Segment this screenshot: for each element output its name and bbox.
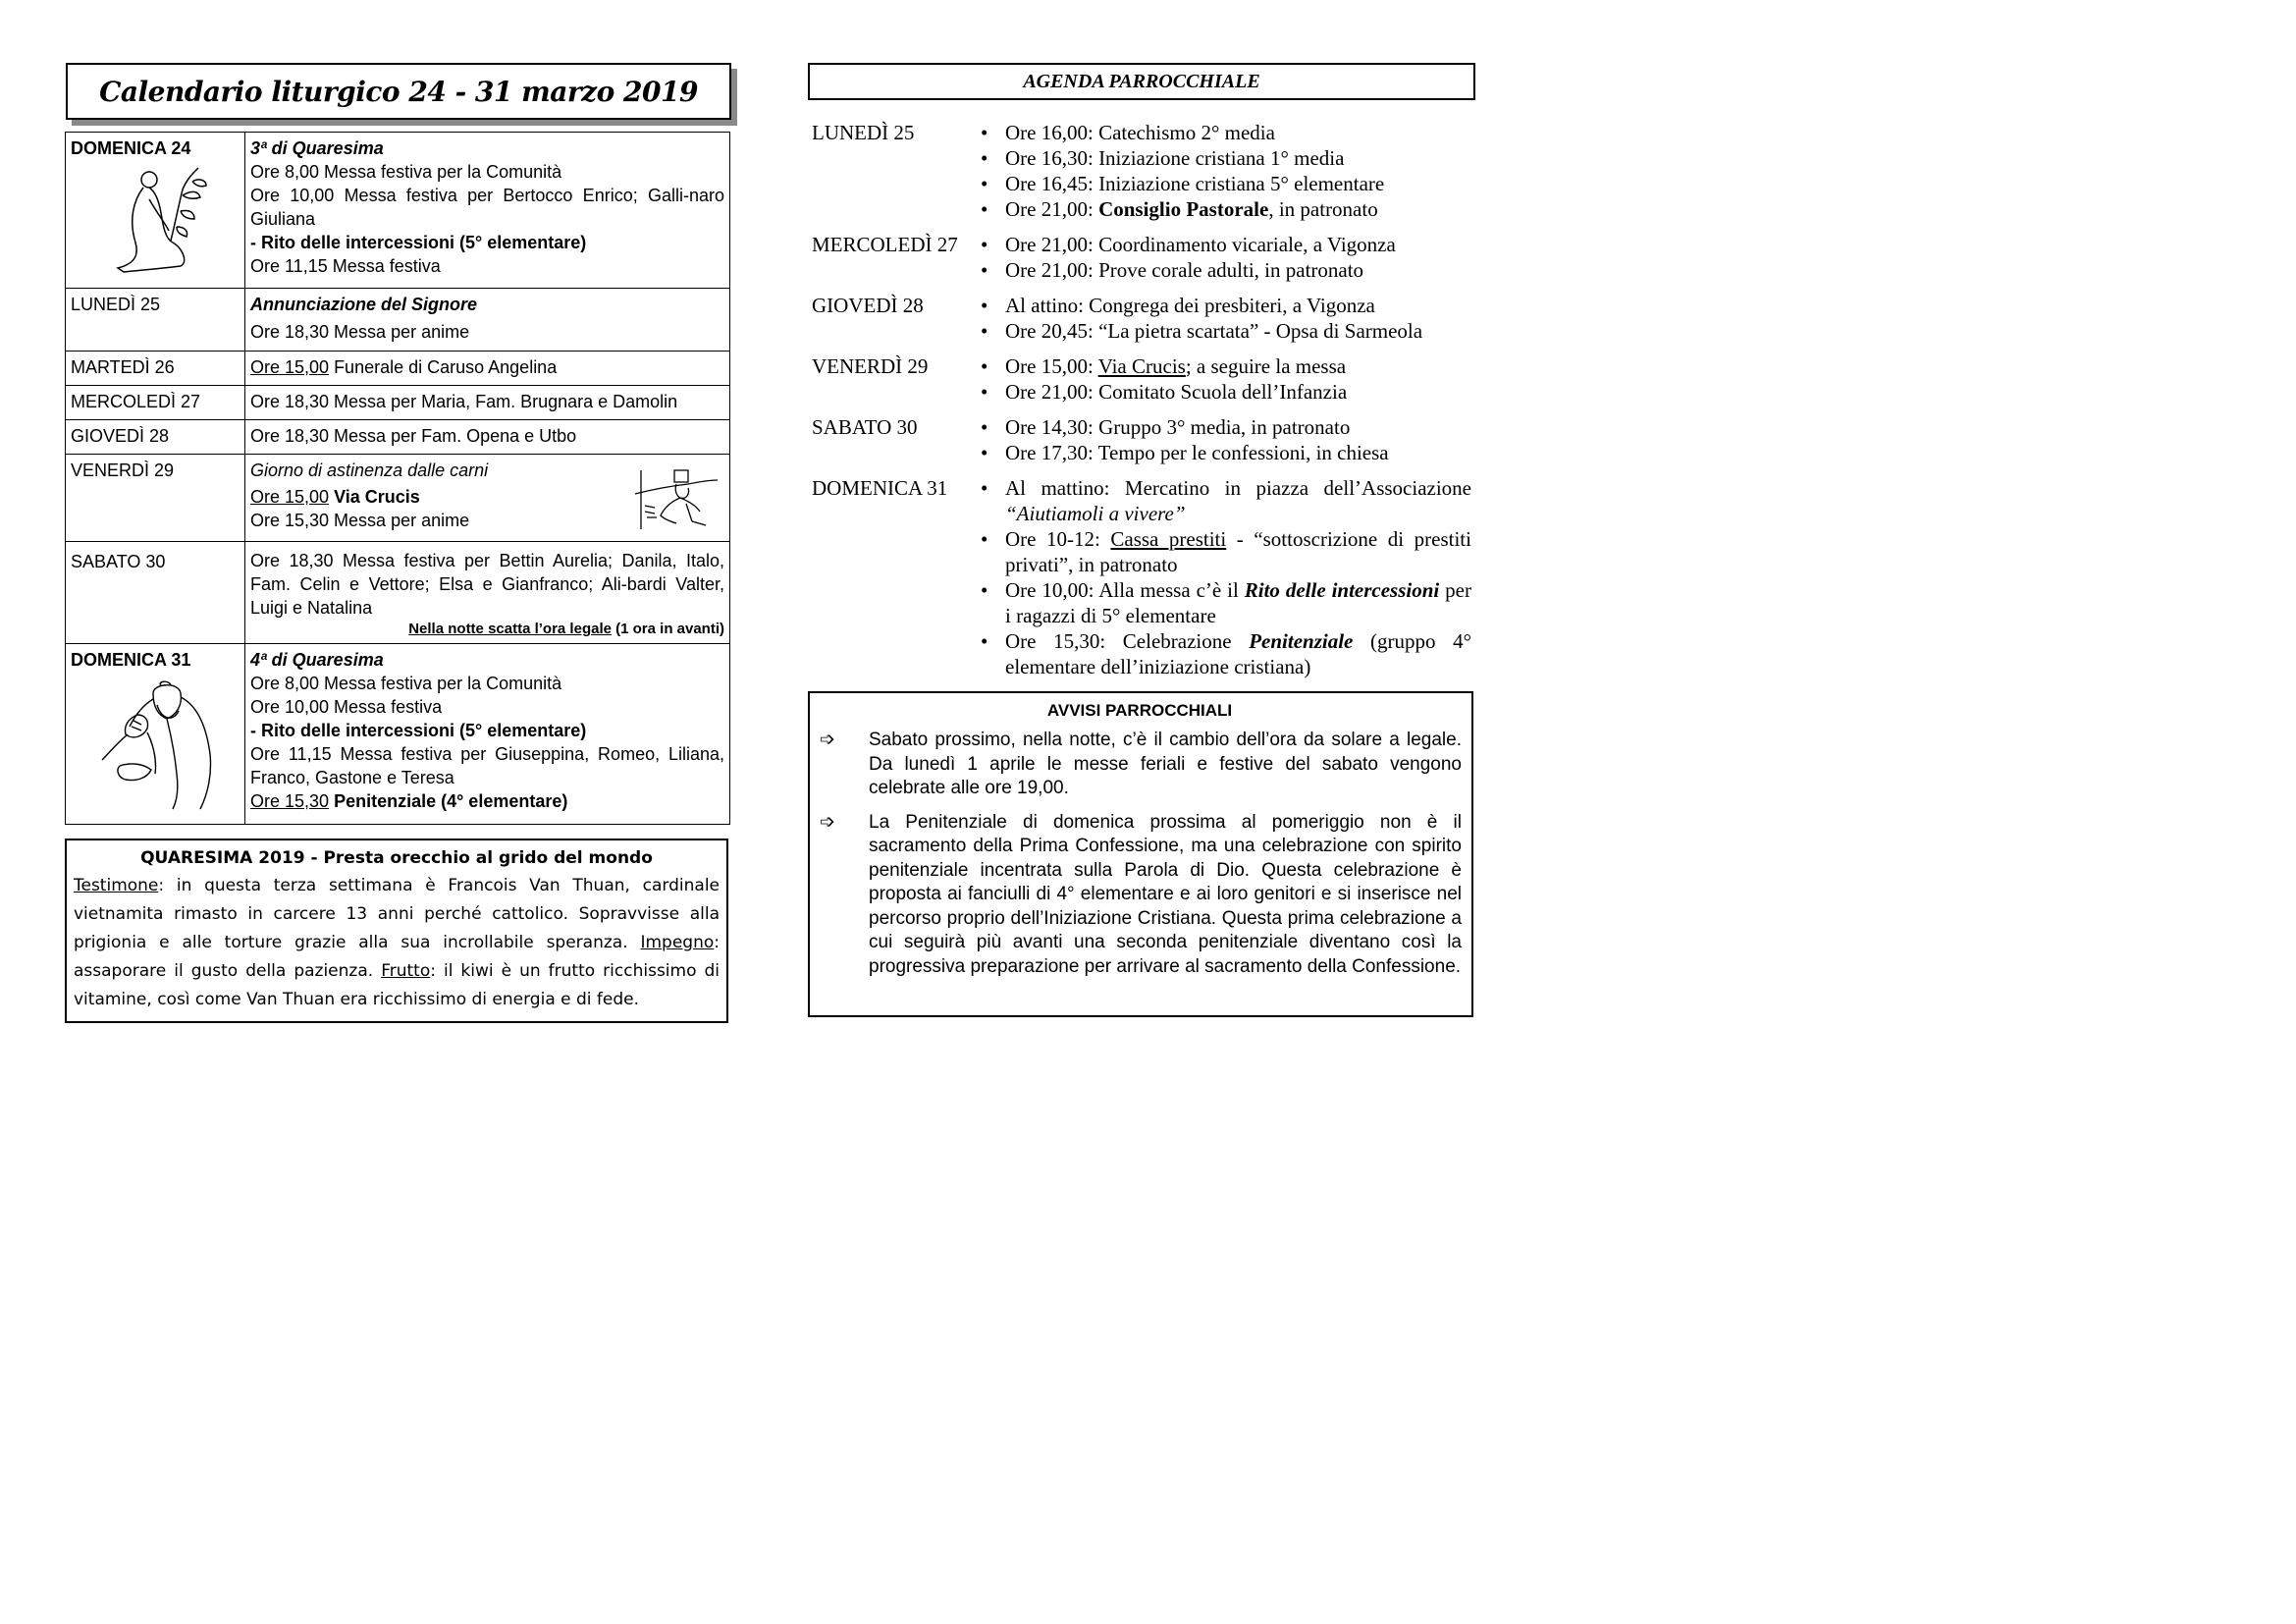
notice-item xyxy=(818,811,1462,980)
table-row xyxy=(66,420,730,455)
day-cell xyxy=(66,644,245,825)
event-time: Ore 15,00 xyxy=(250,357,330,377)
list-item: • Ore 17,30: Tempo per le confessioni, in chiesa xyxy=(977,440,1471,465)
embrace-illustration xyxy=(71,672,240,819)
event-line: - Rito delle intercessioni (5° elementare) xyxy=(250,721,587,740)
item-text: Ore 10-12: xyxy=(1005,527,1111,551)
event-text: Via Crucis xyxy=(329,487,420,507)
agenda-day-label: LUNEDÌ 25 xyxy=(812,121,915,144)
table-row xyxy=(66,542,730,644)
list-item xyxy=(977,526,1471,577)
agenda-day-group xyxy=(812,232,1471,283)
day-label: GIOVEDÌ 28 xyxy=(71,426,170,446)
notice-text: La Penitenziale di domenica prossima al pomeriggio non è il sacramento della Prima Confessione, ma una celebrazione con spirito penitenziale incentrata sulla Parola di Dio. Questa celebrazione è proposta ai fanciulli di 4° elementare e ai loro genitori e si inserisce nel percorso proprio dell’Iniziazione Cristiana. Questa prima celebrazione a cui seguirà più avanti una seconda penitenziale diventano così la progressiva preparazione per arrivare al sacramento della Confessione. xyxy=(869,811,1462,977)
events-cell xyxy=(245,289,730,352)
events-cell xyxy=(245,133,730,289)
list-item: • Ore 14,30: Gruppo 3° media, in patronato xyxy=(977,414,1471,440)
item-text: Ore 21,00: xyxy=(1005,197,1099,221)
day-label: MERCOLEDÌ 27 xyxy=(71,392,201,411)
events-cell xyxy=(245,542,730,644)
quaresima-box xyxy=(65,839,728,1023)
day-label: MARTEDÌ 26 xyxy=(71,357,175,377)
item-highlight: Rito delle intercessioni xyxy=(1244,578,1440,602)
crucifix-illustration xyxy=(631,466,720,531)
frutto-text: : il kiwi è un frutto ricchissimo di vitamine, così come Van Thuan era ricchissimo di energia e di fede. xyxy=(74,961,721,1009)
testimone-text: : in questa terza settimana è Francois Van Thuan, cardinale vietnamita rimasto in carcere 13 anni perché cattolico. Sopravvisse alla prigionia e alle torture grazie alla sua incrollabile speranza. xyxy=(74,876,720,952)
arrow-right-icon: ➩ xyxy=(820,811,835,833)
list-item: • Ore 16,30: Iniziazione cristiana 1° media xyxy=(977,145,1471,171)
list-item xyxy=(977,475,1471,526)
event-text: Penitenziale (4° elementare) xyxy=(329,791,568,811)
day-label: LUNEDÌ 25 xyxy=(71,295,161,314)
table-row xyxy=(66,133,730,289)
kneeling-figure-illustration xyxy=(71,160,240,278)
item-highlight: Consiglio Pastorale xyxy=(1098,197,1269,221)
list-item: • Ore 16,45: Iniziazione cristiana 5° elementare xyxy=(977,171,1471,196)
agenda-day-group xyxy=(812,353,1471,405)
calendar-title xyxy=(66,63,731,120)
day-label: DOMENICA 24 xyxy=(71,138,191,158)
agenda-day-group xyxy=(812,293,1471,344)
avvisi-box xyxy=(808,691,1473,1017)
list-item: • Ore 20,45: “La pietra scartata” - Opsa di Sarmeola xyxy=(977,318,1471,344)
list-item xyxy=(977,196,1471,222)
list-item xyxy=(977,353,1471,379)
event-line: Ore 11,15 Messa festiva per Giuseppina, Romeo, Liliana, Franco, Gastone e Teresa xyxy=(250,744,724,787)
item-highlight: “Aiutiamoli a vivere” xyxy=(1005,502,1186,525)
event-line: Ore 18,30 Messa per Maria, Fam. Brugnara e Damolin xyxy=(250,392,678,411)
event-line: Ore 11,15 Messa festiva xyxy=(250,256,441,276)
event-line: Ore 8,00 Messa festiva per la Comunità xyxy=(250,674,562,693)
item-text: per i ragazzi di 5° elementare xyxy=(1005,578,1471,627)
liturgical-day-title: 3ª di Quaresima xyxy=(250,138,384,158)
day-cell xyxy=(66,420,245,455)
agenda-day-label: GIOVEDÌ 28 xyxy=(812,294,924,317)
daylight-saving-note-detail: (1 ora in avanti) xyxy=(611,621,724,637)
event-time: Ore 15,30 xyxy=(250,791,330,811)
agenda-title-text: AGENDA PARROCCHIALE xyxy=(1023,70,1260,92)
arrow-right-icon: ➩ xyxy=(820,730,835,750)
events-cell xyxy=(245,420,730,455)
calendar-title-text: Calendario liturgico 24 - 31 marzo 2019 xyxy=(99,75,698,108)
day-label: VENERDÌ 29 xyxy=(71,460,175,480)
notice-text: Sabato prossimo, nella notte, c’è il cambio dell’ora da solare a legale. Da lunedì 1 aprile le messe feriali e festive del sabato vengono celebrate alle ore 19,00. xyxy=(869,730,1462,798)
agenda-day-label: SABATO 30 xyxy=(812,415,918,439)
agenda-items xyxy=(977,475,1471,679)
impegno-label: Impegno xyxy=(640,933,715,952)
events-cell xyxy=(245,352,730,386)
item-text: , in patronato xyxy=(1268,197,1378,221)
item-text: Ore 10,00: Alla messa c’è il xyxy=(1005,578,1245,602)
day-label: SABATO 30 xyxy=(71,552,166,571)
item-text: ; a seguire la messa xyxy=(1185,354,1347,378)
item-highlight: Via Crucis xyxy=(1097,354,1186,378)
quaresima-body xyxy=(74,872,720,1014)
event-line: Ore 18,30 Messa per Fam. Opena e Utbo xyxy=(250,426,577,446)
agenda-items xyxy=(977,353,1471,405)
table-row xyxy=(66,289,730,352)
event-line: Ore 8,00 Messa festiva per la Comunità xyxy=(250,162,562,182)
event-line: Ore 10,00 Messa festiva per Bertocco Enrico; Galli-naro Giuliana xyxy=(250,186,724,229)
day-cell xyxy=(66,289,245,352)
agenda-day-label: DOMENICA 31 xyxy=(812,476,948,500)
item-text: Ore 15,00: xyxy=(1005,354,1098,378)
table-row xyxy=(66,455,730,542)
kneeling-figure-icon xyxy=(104,166,222,276)
testimone-label: Testimone xyxy=(74,876,159,895)
agenda-day-group xyxy=(812,475,1471,679)
list-item xyxy=(977,628,1471,679)
agenda-list xyxy=(812,120,1471,689)
agenda-day-group xyxy=(812,120,1471,222)
notice-item xyxy=(818,729,1462,801)
day-cell xyxy=(66,542,245,644)
list-item: • Ore 16,00: Catechismo 2° media xyxy=(977,120,1471,145)
liturgical-day-title: Annunciazione del Signore xyxy=(250,295,478,314)
liturgical-day-title: 4ª di Quaresima xyxy=(250,650,384,670)
day-cell xyxy=(66,386,245,420)
event-line: Ore 18,30 Messa festiva per Bettin Aurelia; Danila, Italo, Fam. Celin e Vettore; Elsa e Gianfranco; Ali-bardi Valter, Luigi e Natalina xyxy=(250,551,724,618)
event-line: Ore 10,00 Messa festiva xyxy=(250,697,443,717)
quaresima-title: QUARESIMA 2019 - Presta orecchio al grido del mondo xyxy=(140,848,653,868)
item-text: Al mattino: Mercatino in piazza dell’Associazione xyxy=(1005,476,1471,500)
daylight-saving-note: Nella notte scatta l’ora legale xyxy=(408,621,612,637)
item-highlight: Cassa prestiti xyxy=(1110,527,1227,551)
item-text: - “sottoscrizione di prestiti privati”, in patronato xyxy=(1005,527,1471,576)
table-row xyxy=(66,386,730,420)
event-line: Ore 15,30 Messa per anime xyxy=(250,511,470,530)
event-time: Ore 15,00 xyxy=(250,487,330,507)
item-text: Ore 15,30: Celebrazione xyxy=(1005,629,1250,653)
day-label: DOMENICA 31 xyxy=(71,650,191,670)
events-cell xyxy=(245,386,730,420)
agenda-day-label: MERCOLEDÌ 27 xyxy=(812,233,958,256)
agenda-items xyxy=(977,232,1471,283)
day-cell xyxy=(66,352,245,386)
item-text: (gruppo 4° elementare dell’iniziazione cristiana) xyxy=(1005,629,1471,678)
list-item: • Al attino: Congrega dei presbiteri, a Vigonza xyxy=(977,293,1471,318)
agenda-items xyxy=(977,120,1471,222)
item-highlight: Penitenziale xyxy=(1249,629,1354,653)
day-cell xyxy=(66,455,245,542)
events-cell xyxy=(245,644,730,825)
event-line: Ore 18,30 Messa per anime xyxy=(250,322,470,342)
agenda-title xyxy=(808,63,1475,100)
events-cell xyxy=(245,455,730,542)
father-embrace-icon xyxy=(98,676,226,813)
impegno-text: : assaporare il gusto della pazienza. xyxy=(74,933,720,981)
agenda-items xyxy=(977,293,1471,344)
frutto-label: Frutto xyxy=(381,961,431,981)
list-item xyxy=(977,577,1471,628)
list-item: • Ore 21,00: Prove corale adulti, in patronato xyxy=(977,257,1471,283)
day-cell xyxy=(66,133,245,289)
event-text: Funerale di Caruso Angelina xyxy=(329,357,558,377)
event-line: - Rito delle intercessioni (5° elementare) xyxy=(250,233,587,252)
table-row xyxy=(66,644,730,825)
agenda-items xyxy=(977,414,1471,465)
list-item: • Ore 21,00: Comitato Scuola dell’Infanzia xyxy=(977,379,1471,405)
agenda-day-group xyxy=(812,414,1471,465)
avvisi-title: AVVISI PARROCCHIALI xyxy=(1046,701,1233,720)
calendar-table xyxy=(65,132,730,825)
table-row xyxy=(66,352,730,386)
event-line: Giorno di astinenza dalle carni xyxy=(250,460,489,480)
agenda-day-label: VENERDÌ 29 xyxy=(812,354,929,378)
list-item: • Ore 21,00: Coordinamento vicariale, a Vigonza xyxy=(977,232,1471,257)
